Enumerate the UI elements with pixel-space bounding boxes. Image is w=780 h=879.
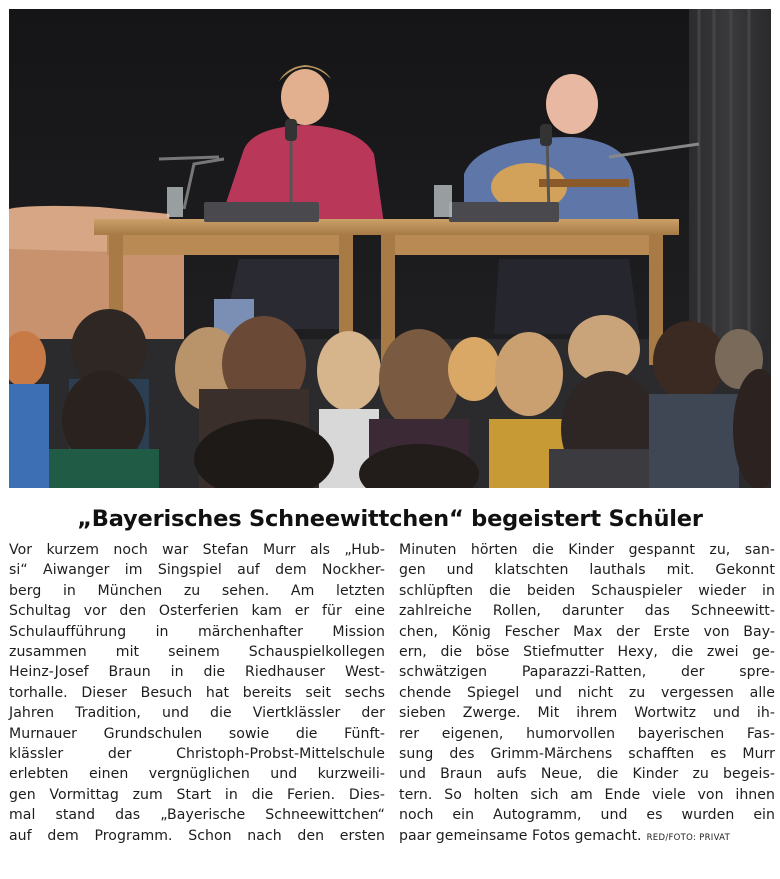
text-line: auf dem Programm. Schon nach den ersten bbox=[9, 827, 385, 844]
text-line: rer eigenen, humorvollen bayerischen Fas- bbox=[399, 725, 775, 742]
text-line: erlebten einen vergnüglichen und kurzweili- bbox=[9, 766, 385, 783]
text-line: ern, die böse Stiefmutter Hexy, die zwei ge- bbox=[399, 644, 775, 661]
text-line: Heinz-Josef Braun in die Riedhauser West- bbox=[9, 664, 385, 681]
text-line: Minuten hörten die Kinder gespannt zu, san- bbox=[399, 542, 775, 558]
text-line: gen Vormittag zum Start in die Ferien. Dies- bbox=[9, 786, 385, 803]
text-line: tern. So holten sich am Ende viele von ihnen bbox=[399, 786, 775, 803]
text-line: chende Spiegel und nicht zu vergessen alle bbox=[399, 684, 775, 701]
text-line: si“ Aiwanger im Singspiel auf dem Nockher- bbox=[9, 562, 385, 579]
text-line: und Braun aufs Neue, die Kinder zu begeis- bbox=[399, 766, 775, 783]
text-line: zahlreiche Rollen, darunter das Schneewitt- bbox=[399, 603, 775, 620]
text-line: schwätzigen Paparazzi-Ratten, der spre- bbox=[399, 664, 775, 681]
text-line: torhalle. Dieser Besuch hat bereits seit sechs bbox=[9, 684, 385, 701]
text-line-content: paar gemeinsame Fotos gemacht. bbox=[399, 827, 642, 844]
text-line: Vor kurzem noch war Stefan Murr als „Hub- bbox=[9, 542, 385, 558]
text-line: sieben Zwerge. Mit ihrem Wortwitz und ih- bbox=[399, 705, 775, 722]
text-line: Schulaufführung in märchenhafter Mission bbox=[9, 623, 385, 640]
text-line: sung des Grimm-Märchens schafften es Murr bbox=[399, 746, 775, 763]
article-headline: „Bayerisches Schneewittchen“ begeistert Schüler bbox=[77, 506, 703, 532]
text-line: klässler der Christoph-Probst-Mittelschule bbox=[9, 746, 385, 763]
text-line: schlüpften die beiden Schauspieler wieder in bbox=[399, 582, 775, 599]
article-column-right bbox=[399, 540, 775, 848]
text-line: Jahren Tradition, und die Viertklässler der bbox=[9, 705, 385, 722]
text-line: chen, König Fescher Max der Erste von Bay- bbox=[399, 623, 775, 640]
text-line-last bbox=[399, 826, 775, 848]
text-line: zusammen mit seinem Schauspielkollegen bbox=[9, 644, 385, 661]
article-column-left bbox=[9, 540, 385, 846]
text-line: Schultag vor den Osterferien kam er für eine bbox=[9, 603, 385, 620]
stage-photo-illustration bbox=[9, 9, 771, 488]
article-photo bbox=[9, 9, 771, 488]
text-line: gen und klatschten lauthals mit. Gekonnt bbox=[399, 562, 775, 579]
photo-credit: RED/FOTO: PRIVAT bbox=[646, 832, 731, 843]
text-line: mal stand das „Bayerische Schneewittchen“ bbox=[9, 807, 385, 824]
text-line: Murnauer Grundschulen sowie die Fünft- bbox=[9, 725, 385, 742]
text-line: berg in München zu sehen. Am letzten bbox=[9, 582, 385, 599]
text-line: noch ein Autogramm, und es wurden ein bbox=[399, 807, 775, 824]
